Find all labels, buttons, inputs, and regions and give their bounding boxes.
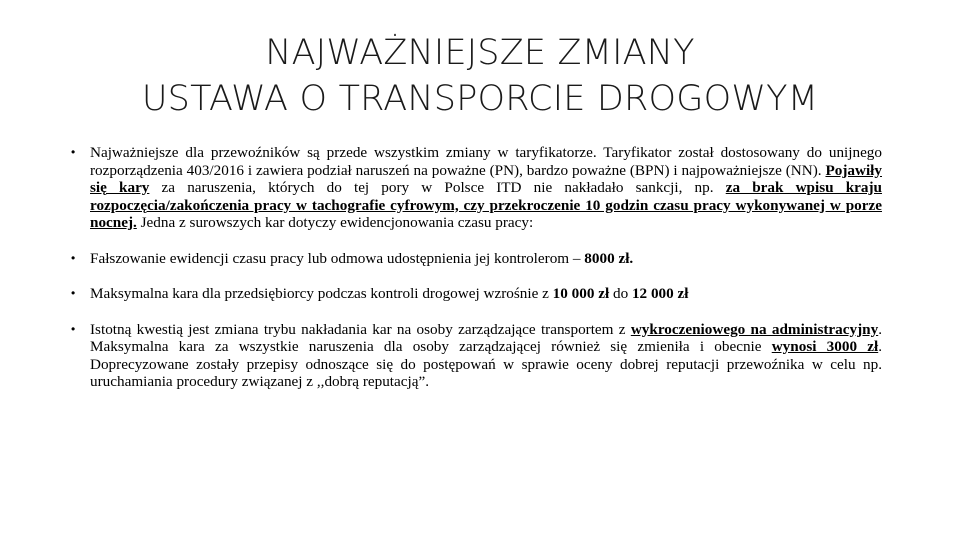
bullet-text: Maksymalna kara dla przedsiębiorcy podczas kontroli drogowej wzrośnie z (90, 285, 553, 302)
bullet-falszowanie (70, 250, 882, 268)
bullet-text: Najważniejsze dla przewoźników są przede wszystkim zmiany w taryfikatorze. Taryfikator został dostosowany do unijnego rozporządzenia 403/2016 i zawiera podział naruszeń na poważne (PN), bardzo poważne (BPN) i najpoważniejsze (NN). (90, 144, 882, 179)
bullet-text: Fałszowanie ewidencji czasu pracy lub odmowa udostępnienia jej kontrolerom – (90, 249, 585, 267)
slide-title (0, 30, 960, 122)
bullet-zarzadzajacy (70, 321, 882, 391)
bullet-emphasis: wykroczeniowego na administracyjny (630, 320, 879, 338)
bullet-text: Jedna z surowszych kar dotyczy ewidencjonowania czasu pracy: (136, 214, 534, 231)
bullet-emphasis: 12 000 zł (631, 285, 689, 302)
bullet-text: Istotną kwestią jest zmiana trybu nakładania kar na osoby zarządzające transportem z (90, 320, 631, 338)
bullet-taryfikator (70, 144, 882, 232)
bullet-emphasis: za brak wpisu kraju rozpoczęcia/zakończenia pracy w tachografie cyfrowym, czy przekroczenie 10 godzin czasu pracy wykonywanej w porze nocnej. (90, 179, 883, 231)
bullet-text: do (609, 285, 632, 302)
bullet-emphasis: Pojawiły się kary (90, 161, 882, 196)
bullet-emphasis: wynosi 3000 zł (771, 338, 879, 355)
slide-title-line-1: NAJWAŻNIEJSZE ZMIANY (265, 33, 695, 73)
bullet-list (70, 144, 882, 391)
bullet-maksymalna-kara (70, 285, 882, 303)
slide-title-line-2: USTAWA O TRANSPORCIE DROGOWYM (141, 79, 819, 119)
bullet-text: . Maksymalna kara za wszystkie naruszenia dla osoby zarządzającej również się zmieniła i obecnie (90, 320, 882, 355)
bullet-emphasis: 8000 zł. (584, 249, 634, 267)
bullet-emphasis: 10 000 zł (552, 285, 610, 302)
bullet-text: . Doprecyzowane zostały przepisy odnoszące się do postępowań w sprawie oceny dobrej reputacji przewoźnika w celu np. uruchamiania procedury związanej z ,,dobrą reputacją”. (90, 338, 882, 390)
bullet-text: za naruszenia, których do tej pory w Polsce ITD nie nakładało sankcji, np. (149, 179, 726, 196)
